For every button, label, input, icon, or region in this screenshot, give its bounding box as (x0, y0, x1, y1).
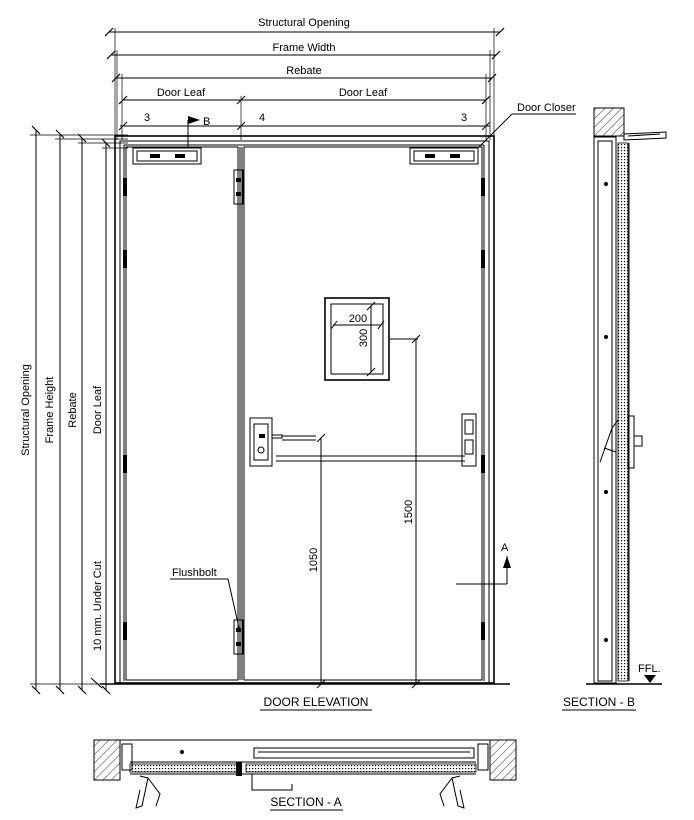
dim-gaps (119, 112, 490, 130)
flushbolts (170, 170, 243, 654)
vision-panel (325, 298, 389, 380)
label-frame-width-top: Frame Width (272, 42, 336, 54)
dim-rebate-width (116, 65, 492, 140)
dim-vision-height-from-floor (389, 335, 420, 688)
label-frame-height: Frame Height (44, 376, 56, 444)
section-b-letter: B (203, 116, 211, 128)
gap-middle-value: 4 (258, 112, 266, 124)
hinge-right-3 (481, 455, 485, 473)
handle-height-value: 1050 (308, 547, 320, 573)
door-closer-left (133, 148, 201, 164)
hinge-right-2 (481, 250, 485, 268)
panic-bar (250, 414, 476, 466)
label-door-closer: Door Closer (517, 102, 576, 114)
hinge-left-1 (123, 178, 127, 196)
gap-left-value: 3 (143, 112, 151, 124)
section-a (94, 740, 516, 810)
vision-height-value: 300 (358, 328, 370, 348)
section-b-marker (188, 116, 210, 148)
vision-width-value: 200 (348, 313, 368, 325)
label-door-leaf-left: Door Leaf (156, 87, 206, 99)
section-b (562, 108, 666, 710)
section-a-letter: A (501, 542, 509, 554)
hinge-left-2 (123, 250, 127, 268)
label-rebate-top: Rebate (286, 65, 322, 77)
label-door-leaf-right: Door Leaf (338, 87, 388, 99)
label-structural-opening-top: Structural Opening (258, 17, 350, 29)
label-rebate-side: Rebate (67, 392, 79, 428)
hinge-left-4 (123, 622, 127, 640)
hinge-left-3 (123, 455, 127, 473)
vision-floor-height-value: 1500 (403, 499, 415, 525)
door-elevation (20, 17, 576, 710)
hinge-right-4 (481, 622, 485, 640)
dim-vertical-left (20, 130, 128, 690)
label-door-leaf-side: Door Leaf (92, 385, 104, 435)
label-flushbolt: Flushbolt (172, 567, 217, 579)
gap-right-value: 3 (460, 112, 468, 124)
title-door-elevation: DOOR ELEVATION (263, 695, 369, 709)
label-ffl: FFL. (638, 663, 661, 675)
door-frame (100, 136, 510, 684)
title-section-b: SECTION - B (562, 695, 636, 709)
label-structural-opening-side: Structural Opening (20, 364, 32, 456)
label-under-cut: 10 mm. Under Cut (92, 561, 104, 651)
door-closer-right (410, 148, 478, 164)
dim-handle-height (308, 434, 325, 688)
hinge-right-1 (481, 178, 485, 196)
door-leaves (126, 147, 482, 680)
dim-door-leaf-widths (123, 87, 486, 140)
title-section-a: SECTION - A (270, 795, 342, 809)
